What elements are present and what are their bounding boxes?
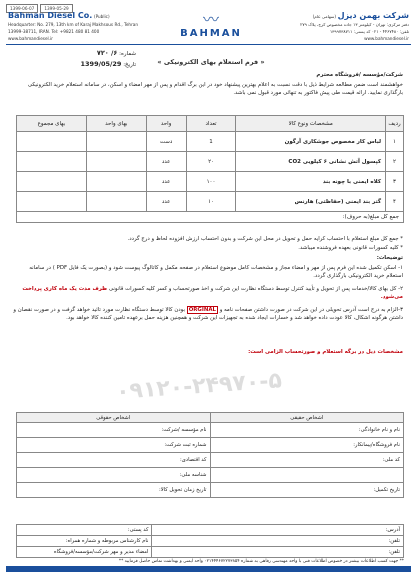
note-item-2 [13, 285, 403, 301]
row-unit: دست [146, 132, 186, 152]
header-real-persons: اشخاص حقیقی [210, 413, 404, 423]
field-signature[interactable]: امضاء مدیر و مهر شرکت/مؤسسه/فروشگاه [17, 547, 152, 558]
row-unit: عدد [146, 172, 186, 192]
note-deductions: * کلیه کسورات قانونی بعهده فروشنده میباشد. [298, 245, 403, 251]
row-index: ۳ [386, 172, 404, 192]
row-total-price[interactable] [17, 172, 87, 192]
required-fields-heading: مشخصات ذیل در برگه استعلام و صورتحساب الزامی است: [248, 349, 403, 355]
note-item-3-text-b: بودن کالا توسط دستگاه نظارت مورد تائید خواهد گرفت و در صورت نقصان و داشتن هرگونه اشکال، کالا عودت داده خواهد شد و خسارات ایجاد شده به تجهیزات این شرکت و همچنین هزینه حمل برعهده تامین کننده کالا خواهد بود. [13, 307, 403, 321]
company-name-fa: شرکت بهمن دیزل [337, 11, 409, 20]
note-item-3 [13, 306, 403, 322]
header-legal-persons: اشخاص حقوقی [17, 413, 211, 423]
number-value: ۶/ ۷۲۰ [96, 49, 118, 57]
row-quantity: 1 [186, 132, 236, 152]
parties-header-row [17, 413, 404, 423]
col-total-price: بهای مجموع [17, 116, 87, 132]
website-en: www.bahmandiesel.ir [8, 36, 53, 41]
header-persian [259, 12, 409, 42]
table-row [17, 132, 404, 152]
company-tag-en: (Public) [93, 14, 110, 19]
row-unit-price[interactable] [86, 152, 146, 172]
total-in-words-label: جمع کل مبلغ(به حروف): [17, 212, 404, 223]
row-description: کلاه ایمنی با چونه بند [236, 172, 386, 192]
table-row [17, 483, 404, 498]
items-header-row [17, 116, 404, 132]
table-row [17, 547, 404, 558]
field-full-name[interactable]: نام و نام خانوادگی: [210, 423, 404, 438]
date-value: 1399/05/29 [80, 60, 122, 68]
original-badge: ORGINAL [188, 307, 216, 313]
table-row [17, 423, 404, 438]
document-page [6, 4, 411, 572]
row-unit-price[interactable] [86, 132, 146, 152]
header-rule [6, 44, 411, 45]
row-quantity: ۲۰ [186, 152, 236, 172]
parties-table [16, 412, 404, 498]
stamp-1: 1399-06-07 [6, 4, 38, 13]
note-item-3-text-a: ۳-الزام به درج است آدرس تحویلی در این شرکت در صورت داشتن صفحات نامه و [219, 307, 403, 313]
table-row [17, 525, 404, 536]
row-unit: عدد [146, 192, 186, 212]
field-address[interactable]: آدرس: [152, 525, 404, 536]
table-row [17, 172, 404, 192]
note-item-1: ۱- اسکن تکمیل شده این فرم پس از مهر و امضاء مجاز و مشخصات کامل موضوع استعلام در صفحه مکمل و کاتالوگ پیوست شود و (بصورت یک فایل PDF ) در سامانه استعلام خرید الکترونیکی بارگذاری گردد. [29, 265, 403, 279]
field-staff[interactable]: نام کارشناس مربوطه و شماره همراه: [17, 536, 152, 547]
letter-meta [16, 48, 136, 70]
footer-note: ** جهت کسب اطلاعات بیشتر در خصوص اطلاعات فنی با واحد مهندسی رفاهی به شماره ۰۲۱۴۴۴۶۷۲۲۷۳۸۵۴ واحد ایمنی و بهداشت تماس حاصل فرمایید ** [118, 559, 404, 564]
field-phone[interactable]: تلفن: [152, 536, 404, 547]
field-delivery-date[interactable]: تاریخ زمان تحویل کالا: [17, 483, 211, 498]
row-unit-price[interactable] [86, 172, 146, 192]
field-national-id[interactable]: شناسه ملی: [17, 468, 211, 483]
logo-word: BAHMAN [180, 28, 242, 39]
row-description: گتر بند ایمنی (حفاظتی) هارنس [236, 192, 386, 212]
company-tag-fa: (سهامی عام) [312, 14, 336, 19]
table-row [17, 468, 404, 483]
field-registration-number[interactable]: شماره ثبت شرکت: [17, 438, 211, 453]
row-index: ۴ [386, 192, 404, 212]
field-store-name[interactable]: نام فروشگاه/پیمانکار: [210, 438, 404, 453]
intro-text: خواهشمند است ضمن مطالعه شرایط ذیل با دقت نسبت به اعلام بهترین پیشنهاد خود در این برگ اقدام و پس از مهر امضاء و اسکن، در سامانه استعلام خرید الکترونیکی بارگذاری نمایید. ارائه قیمت طی پیش فاکتور به تنهائی مورد قبول نمی باشد. [27, 82, 403, 96]
date-label: تاریخ: [123, 62, 136, 68]
field-empty[interactable] [210, 468, 404, 483]
address-fa: دفتر مرکزی: تهران - کیلومتر ۱۳ جاده مخصوص کرج، پلاک ۲۷۹ [300, 22, 409, 27]
col-unit: واحد [146, 116, 186, 132]
row-index: ۱ [386, 132, 404, 152]
row-total-price[interactable] [17, 132, 87, 152]
row-index: ۲ [386, 152, 404, 172]
field-economic-code[interactable]: کد اقتصادی: [17, 453, 211, 468]
delivery-table [16, 524, 404, 558]
row-total-price[interactable] [17, 152, 87, 172]
phone-fa: تلفن: ۴۴۶۷۴۸۰ - ۰۲۱ کد پستی: ۱۳۹۹۷۳۸۷۱۱ [329, 29, 409, 34]
notes-heading: توضیحات: [376, 255, 403, 261]
total-row [17, 212, 404, 223]
table-row [17, 536, 404, 547]
website-fa: www.bahmandiesel.ir [364, 36, 409, 41]
table-row [17, 438, 404, 453]
col-index: ردیف [386, 116, 404, 132]
watermark: ۰۹۱۲۰-۲۴۹۷۰-۵ [115, 368, 283, 405]
note-item-2-text: ۲- کل بهای کالا/خدمات پس از تحویل و تأیید کنترل توسط دستگاه نظارت این شرکت و اخذ صورتحساب و کسر کلیه کسورات قانونی [108, 286, 403, 292]
address-en: Headquarter: No. 279, 13th km of Karaj Makhsous Rd., Tehran [8, 22, 139, 27]
field-company-name[interactable]: نام مؤسسه /شرکت: [17, 423, 211, 438]
logo-mark-icon: 〰 [202, 10, 219, 29]
field-completion-date[interactable]: تاریخ تکمیل: [210, 483, 404, 498]
header-english [8, 12, 158, 42]
note-item-2-deadline: ظرف مدت یک ماه کاری پرداخت می‌شود. [22, 286, 403, 300]
company-name-en: Bahman Diesel Co. [8, 11, 93, 20]
field-postal-code[interactable]: کد پستی: [17, 525, 152, 536]
phone-en: 13999-38711, IRAN. Tel: +9821 480 81 400 [8, 29, 100, 34]
footer-bar [6, 566, 411, 572]
table-row [17, 152, 404, 172]
field-phone-2[interactable]: تلفن: [152, 547, 404, 558]
number-label: شماره: [119, 51, 136, 57]
field-national-code[interactable]: کد ملی: [210, 453, 404, 468]
note-vat: * جمع کل مبلغ استعلام با احتساب کرایه حمل و تحویل در محل این شرکت و بدون احتساب ارزش افزوده لحاظ و درج گردد. [127, 236, 403, 242]
row-description: لباس کار مخصوص جوشکاری آرگون [236, 132, 386, 152]
col-description: مشخصات ونوع کالا [236, 116, 386, 132]
row-unit-price[interactable] [86, 192, 146, 212]
col-unit-price: بهای واحد [86, 116, 146, 132]
row-unit: عدد [146, 152, 186, 172]
stamp-2: 1399-05-29 [40, 4, 72, 13]
company-logo [166, 12, 256, 39]
items-table [16, 115, 404, 223]
row-quantity: ۱۰ [186, 192, 236, 212]
row-description: کپسول آتش نشانی ۶ کیلویی CO2 [236, 152, 386, 172]
col-quantity: تعداد [186, 116, 236, 132]
row-quantity: ۱۰۰ [186, 172, 236, 192]
row-total-price[interactable] [17, 192, 87, 212]
greeting: شرکت/مؤسسه /فروشگاه محترم [316, 72, 403, 78]
table-row [17, 192, 404, 212]
table-row [17, 453, 404, 468]
form-title: « فرم استعلام بهای الکترونیکی » [157, 58, 265, 66]
